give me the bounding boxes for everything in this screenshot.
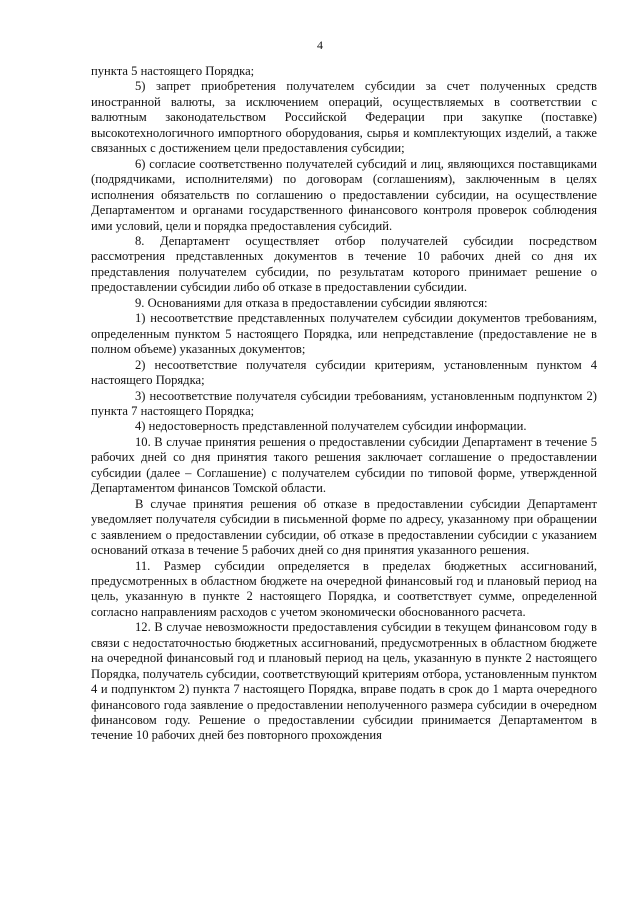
paragraph: пункта 5 настоящего Порядка; [91,64,255,78]
paragraph: 12. В случае невозможности предоставления субсидии в текущем финансовом году в связи с недостаточностью бюджетных ассигнований, предусмотренных в областном бюджете на очередной финансовый год и плановый период на цель, указанную в пункте 2 настоящего Порядка, получатель субсидии, соответствующий критериям отбора, установленным пунктом 4 и подпунктом 2) пункта 7 настоящего Порядка, вправе подать в срок до 1 марта очередного финансового года заявление о предоставлении неполученного размера субсидии в очередном финансовом году. Решение о предоставлении субсидии принимается Департаментом в течение 10 рабочих дней без повторного прохождения [91,620,597,743]
paragraph: 3) несоответствие получателя субсидии требованиям, установленным подпунктом 2) пункта 7 настоящего Порядка; [91,388,597,418]
paragraph: 5) запрет приобретения получателем субсидии за счет полученных средств иностранной валюты, за исключением операций, осуществляемых в соответствии с валютным законодательством Российской Федерации при закупке (поставке) высокотехнологичного импортного оборудования, сырья и комплектующих изделий, а также связанных с достижением цели предоставления субсидии; [91,79,597,156]
paragraph: В случае принятия решения об отказе в предоставлении субсидии Департамент уведомляет получателя субсидии в письменной форме по адресу, указанному при обращении с заявлением о предоставлении субсидии, об отказе в предоставлении субсидии с указанием оснований отказа в течение 5 рабочих дней со дня принятия указанного решения. [91,496,597,558]
page-number: 4 [317,38,323,52]
paragraph: 9. Основаниями для отказа в предоставлении субсидии являются: [135,295,488,310]
paragraph: 2) несоответствие получателя субсидии критериям, установленным пунктом 4 настоящего Порядка; [91,357,597,388]
paragraph: 11. Размер субсидии определяется в пределах бюджетных ассигнований, предусмотренных в областном бюджете на очередной финансовый год и плановый период на цель, указанную в пункте 2 настоящего Порядка, и соответствует сумме, определенной согласно направлениям расходов с учетом экономически обоснованного расчета. [91,558,597,619]
paragraph: 1) несоответствие представленных получателем субсидии документов требованиям, определенным пунктом 5 настоящего Порядка, или непредставление (предоставление не в полном объеме) указанных документов; [91,311,597,357]
body-text [91,64,597,744]
paragraph: 8. Департамент осуществляет отбор получателей субсидии посредством рассмотрения представленных документов в течение 10 рабочих дней со дня их представления получателем субсидии, по результатам которого принимает решение о предоставлении субсидии либо об отказе в предоставлении субсидии. [91,233,597,295]
paragraph: 10. В случае принятия решения о предоставлении субсидии Департамент в течение 5 рабочих дней со дня принятия такого решения заключает соглашение о предоставлении субсидии (далее – Соглашение) с получателем субсидии по типовой форме, утвержденной Департаментом финансов Томской области. [91,434,597,496]
paragraph: 4) недостоверность представленной получателем субсидии информации. [135,419,527,434]
paragraph: 6) согласие соответственно получателей субсидий и лиц, являющихся поставщиками (подрядчиками, исполнителями) по договорам (соглашениям), заключенным в целях исполнения обязательств по соглашению о предоставлении субсидии, на осуществление Департаментом и органами государственного финансового контроля проверок соблюдения ими условий, цели и порядка предоставления субсидий. [91,156,597,233]
